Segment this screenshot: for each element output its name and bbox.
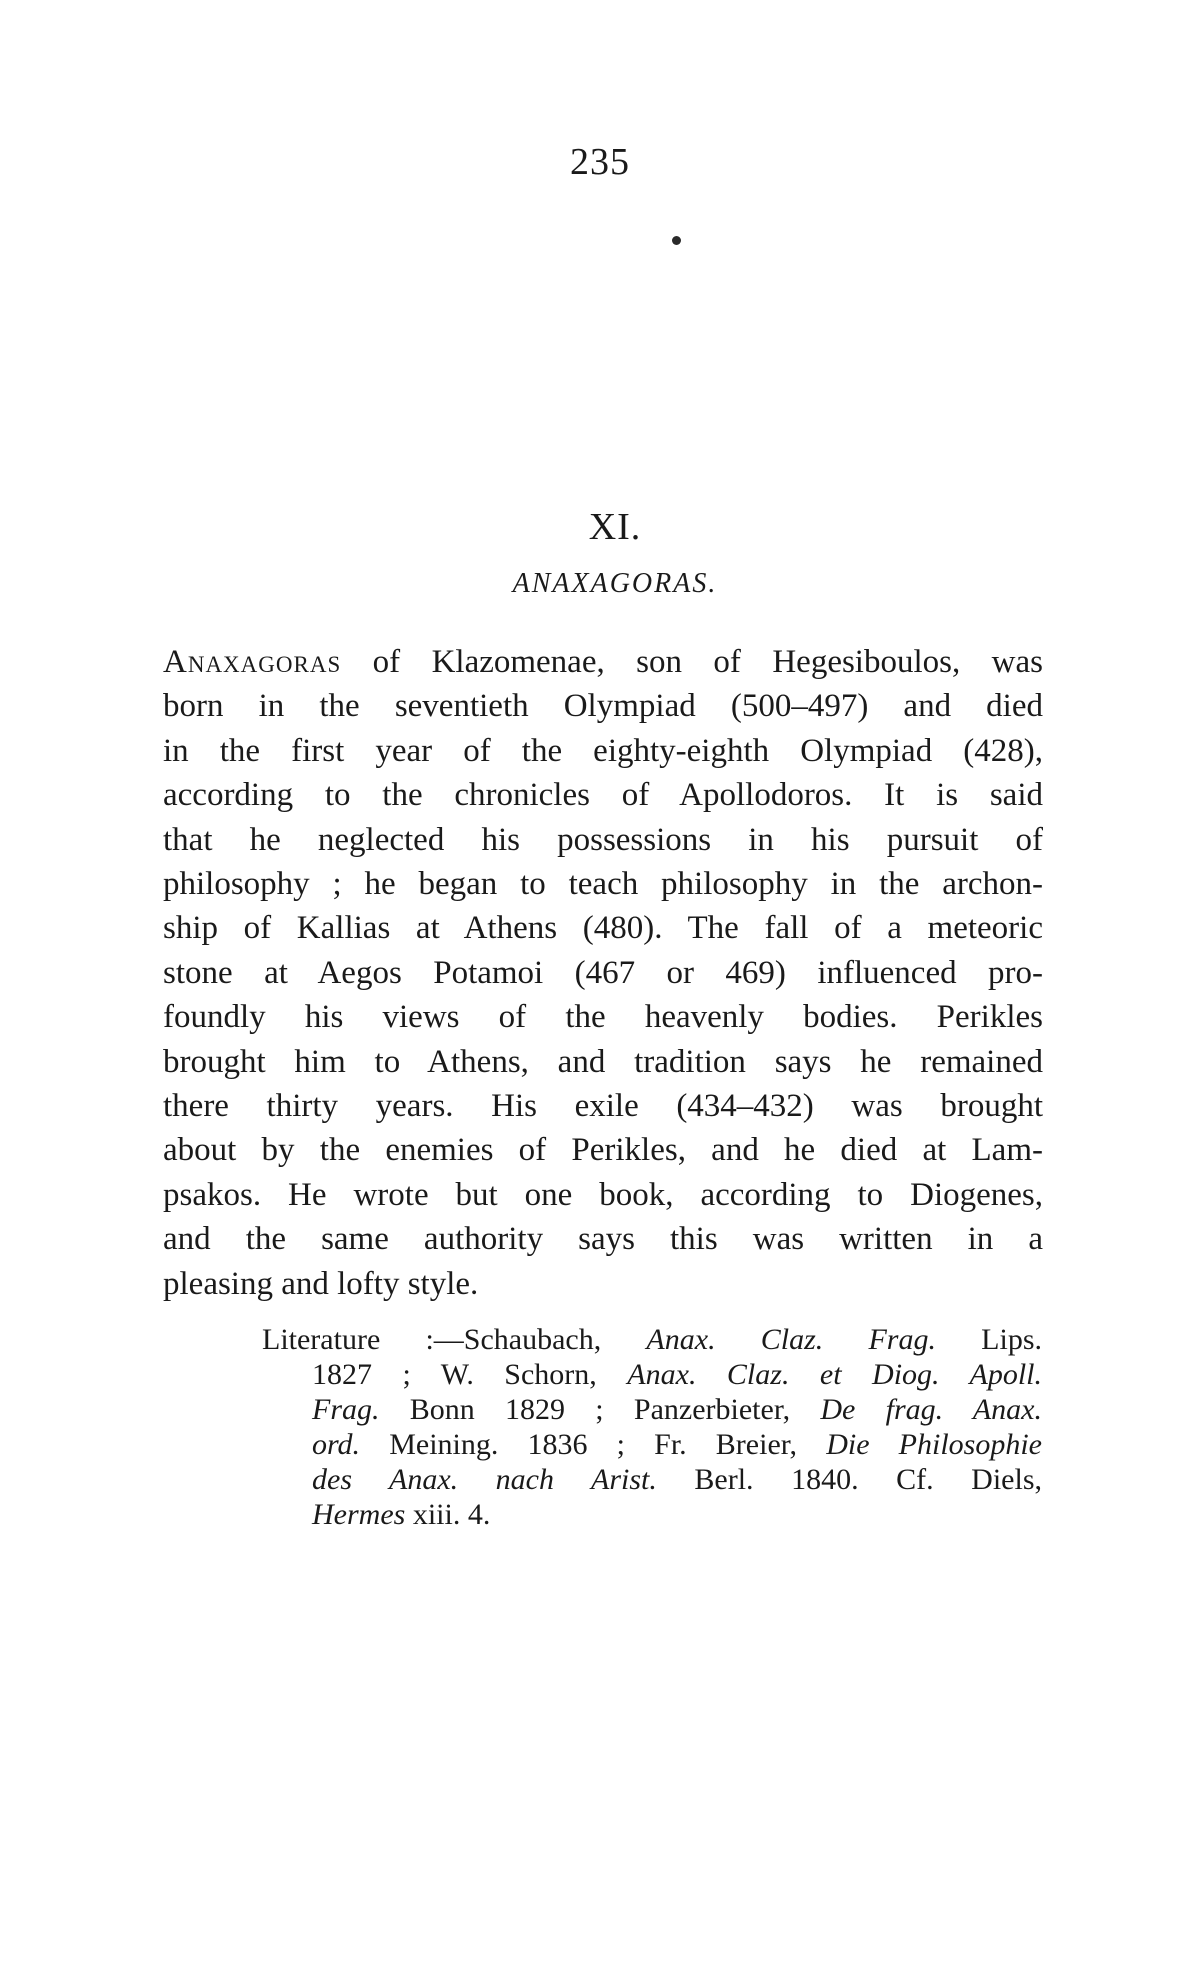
paragraph-line: stone at Aegos Potamoi (467 or 469) influenced pro- bbox=[163, 954, 1043, 991]
paragraph-line: psakos. He wrote but one book, according to Diogenes, bbox=[163, 1176, 1043, 1213]
paragraph-line: there thirty years. His exile (434–432) was brought bbox=[163, 1088, 1043, 1125]
literature-line: 1827 ; W. Schorn, Anax. Claz. et Diog. Apoll. bbox=[312, 1358, 1042, 1391]
literature-line: Literature :—Schaubach, Anax. Claz. Frag. Lips. bbox=[262, 1323, 1042, 1356]
paragraph-line: philosophy ; he began to teach philosophy in the archon- bbox=[163, 866, 1043, 903]
paragraph-line: in the first year of the eighty-eighth Olympiad (428), bbox=[163, 732, 1043, 769]
body-paragraph bbox=[163, 640, 1043, 1306]
literature-line: Frag. Bonn 1829 ; Panzerbieter, De frag. Anax. bbox=[312, 1393, 1042, 1426]
paragraph-line: that he neglected his possessions in his pursuit of bbox=[163, 821, 1043, 858]
lead-word: Anaxagoras bbox=[163, 644, 342, 680]
paragraph-line: foundly his views of the heavenly bodies. Perikles bbox=[163, 999, 1043, 1036]
paragraph-line: brought him to Athens, and tradition says he remained bbox=[163, 1043, 1043, 1080]
paragraph-line: ship of Kallias at Athens (480). The fall of a meteoric bbox=[163, 910, 1043, 947]
paragraph-line: born in the seventieth Olympiad (500–497) and died bbox=[163, 688, 1043, 725]
paragraph-line: according to the chronicles of Apollodoros. It is said bbox=[163, 777, 1043, 814]
paragraph-line: Anaxagoras of Klazomenae, son of Hegesiboulos, was bbox=[163, 644, 1043, 680]
chapter-number: XI. bbox=[588, 506, 642, 548]
page-number: 235 bbox=[570, 141, 630, 183]
literature-line: Hermes xiii. 4. bbox=[312, 1498, 491, 1531]
paragraph-line: and the same authority says this was written in a bbox=[163, 1221, 1043, 1258]
paragraph-line: about by the enemies of Perikles, and he died at Lam- bbox=[163, 1132, 1043, 1169]
literature-line: des Anax. nach Arist. Berl. 1840. Cf. Diels, bbox=[312, 1463, 1042, 1496]
ornament-dot-icon bbox=[672, 236, 681, 245]
paragraph-line: pleasing and lofty style. bbox=[163, 1265, 479, 1302]
literature-note bbox=[262, 1322, 1042, 1532]
literature-line: ord. Meining. 1836 ; Fr. Breier, Die Philosophie bbox=[312, 1428, 1042, 1461]
chapter-title: ANAXAGORAS. bbox=[512, 568, 718, 599]
